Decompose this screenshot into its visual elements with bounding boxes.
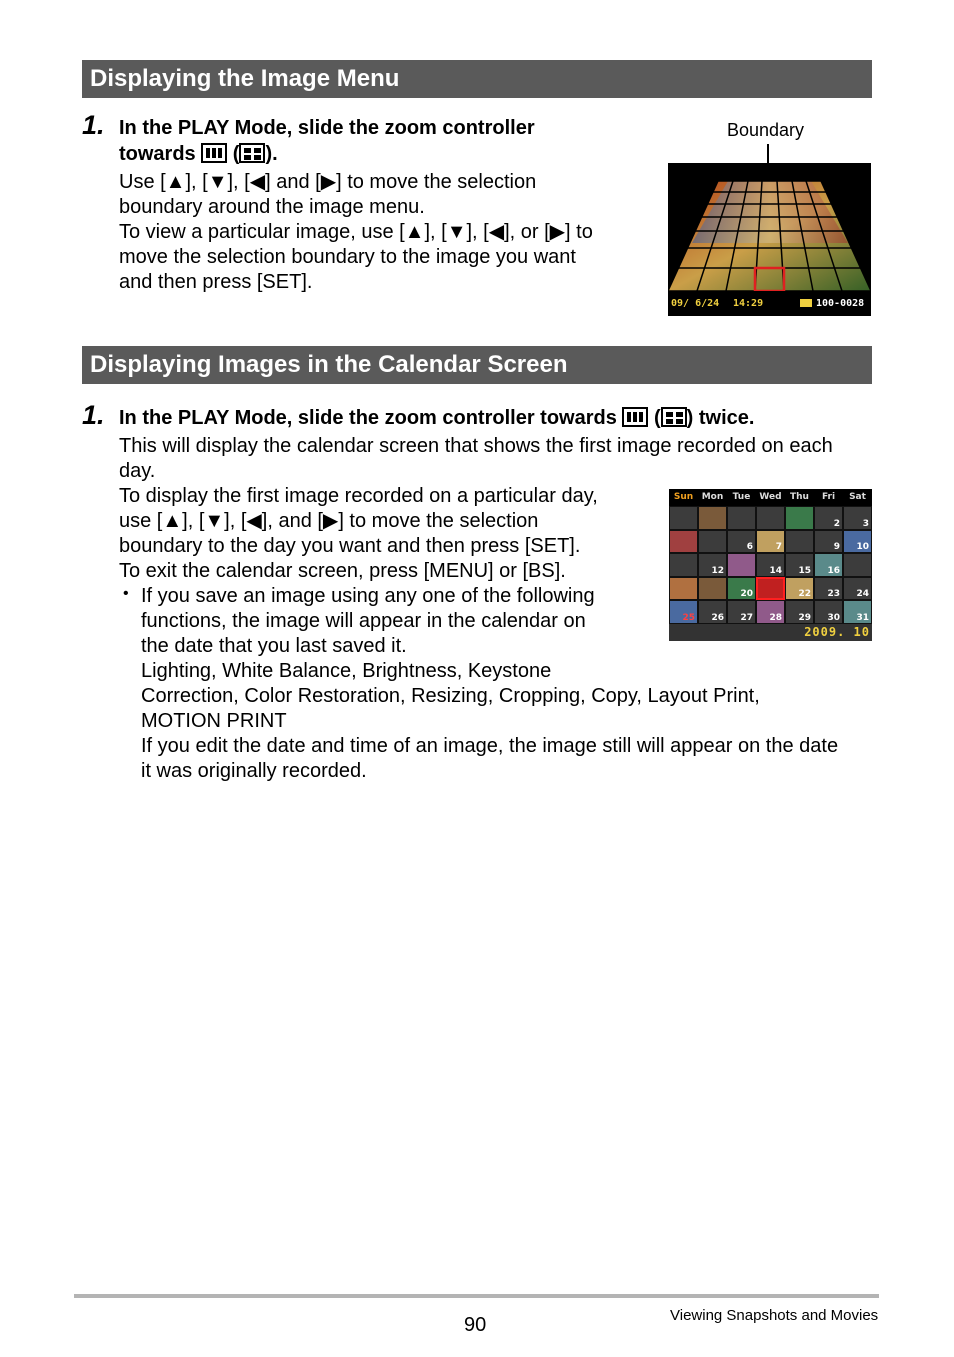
calendar-day-number: 31 [856,612,869,623]
calendar-day-number: 6 [746,542,753,553]
calendar-day-cell [814,553,843,577]
calendar-day-number: 16 [827,565,840,576]
calendar-day-number: 15 [798,565,811,576]
calendar-day-cell [669,600,698,624]
calendar-grid [669,506,872,624]
calendar-day-cell [785,600,814,624]
text-line: functions, the image will appear in the calendar on [141,610,586,632]
step-heading [119,115,535,167]
folder-icon [800,299,812,307]
calendar-day-cell [756,600,785,624]
calendar-day-cell [814,530,843,554]
footer-rule [74,1294,879,1298]
zoom-wide-icon [201,143,227,163]
step-number: 1. [82,110,105,140]
text-line: it was originally recorded. [141,760,367,782]
calendar-day-cell [814,577,843,601]
calendar-day-cell [785,506,814,530]
text-line: MOTION PRINT [141,710,287,732]
calendar-day-number: 24 [856,589,869,600]
calendar-day-cell [698,577,727,601]
calendar-day-cell [727,506,756,530]
text-line: If you edit the date and time of an image, the image still will appear on the date [141,735,839,757]
calendar-screen [669,489,872,641]
calendar-day-cell [785,577,814,601]
image-menu-perspective [668,163,871,316]
calendar-weekday: Wed [759,492,782,502]
calendar-day-cell [669,506,698,530]
text-line: the date that you last saved it. [141,635,407,657]
calendar-day-cell [669,530,698,554]
image-time: 14:29 [733,298,764,309]
calendar-day-cell [814,600,843,624]
step-heading-text: In the PLAY Mode, slide the zoom controller towards [119,407,617,429]
calendar-day-cell [698,506,727,530]
calendar-day-cell [669,577,698,601]
calendar-day-number: 27 [740,612,753,623]
calendar-weekday-row [669,489,872,506]
calendar-day-cell [727,600,756,624]
step-heading-text: ) twice. [686,407,755,429]
calendar-day-number: 29 [798,612,811,623]
instruction-paragraph [119,170,639,295]
step-heading-text: ). [265,143,278,165]
text-line: use [▲], [▼], [◀], and [▶] to move the selection [119,510,539,532]
calendar-day-number: 3 [862,518,869,529]
section-title-calendar: Displaying Images in the Calendar Screen [82,346,872,384]
calendar-weekday: Sat [849,492,866,502]
calendar-day-cell [756,530,785,554]
calendar-day-cell [698,553,727,577]
text-line: and then press [SET]. [119,271,313,293]
calendar-day-cell [843,506,872,530]
calendar-day-number: 30 [827,612,840,623]
text-line: move the selection boundary to the image you want [119,246,576,268]
page-number: 90 [464,1314,487,1336]
text-line: boundary around the image menu. [119,196,425,218]
text-line: Correction, Color Restoration, Resizing, Cropping, Copy, Layout Print, [141,685,760,707]
calendar-day-cell [669,553,698,577]
section-title-image-menu: Displaying the Image Menu [82,60,872,98]
calendar-day-cell [727,553,756,577]
calendar-weekday: Tue [732,492,751,502]
calendar-day-cell [843,600,872,624]
calendar-day-cell [843,577,872,601]
calendar-weekday: Thu [790,492,809,502]
calendar-day-number: 14 [769,565,782,576]
calendar-day-cell [727,530,756,554]
boundary-label: Boundary [727,120,805,140]
calendar-day-number: 2 [833,518,840,529]
calendar-day-number: 23 [827,589,840,600]
step-heading-line: towards ( ). [119,143,278,165]
calendar-day-number: 7 [775,542,782,553]
calendar-day-cell [843,553,872,577]
text-line: To display the first image recorded on a particular day, [119,485,598,507]
chapter-title: Viewing Snapshots and Movies [670,1307,879,1324]
calendar-day-cell [727,577,756,601]
calendar-weekday: Sun [673,492,694,502]
calendar-day-cell [785,553,814,577]
multi-image-icon [239,143,265,163]
calendar-day-cell [785,530,814,554]
text-line: Use [▲], [▼], [◀] and [▶] to move the selection [119,171,537,193]
calendar-day-number: 25 [682,612,695,623]
image-menu-screen [668,163,871,316]
calendar-day-number: 12 [711,565,724,576]
text-line: boundary to the day you want and then press [SET]. [119,535,581,557]
calendar-day-number: 22 [798,589,811,600]
calendar-weekday: Mon [701,492,724,502]
calendar-day-number: 26 [711,612,724,623]
calendar-day-cell [698,530,727,554]
calendar-day-number: 28 [769,612,782,623]
calendar-day-cell [814,506,843,530]
step-heading-line: In the PLAY Mode, slide the zoom controller [119,117,535,139]
step-heading-text: towards [119,143,196,165]
calendar-day-number: 9 [833,542,840,553]
calendar-day-number: 10 [856,542,869,553]
image-date: 09/ 6/24 [671,298,720,309]
text-line: This will display the calendar screen that shows the first image recorded on each [119,435,833,457]
step-number: 1. [82,400,105,430]
calendar-day-cell [698,600,727,624]
step-heading: In the PLAY Mode, slide the zoom controller towards ( ) twice. [119,407,755,429]
multi-image-icon [661,407,687,427]
text-line: If you save an image using any one of the following [141,585,595,607]
calendar-day-cell [756,553,785,577]
zoom-wide-icon [622,407,648,427]
text-line: To exit the calendar screen, press [MENU] or [BS]. [119,560,566,582]
text-line: day. [119,460,156,482]
calendar-month-label: 2009. 10 [804,625,870,639]
file-number: 100-0028 [816,298,865,309]
calendar-footer [669,624,872,641]
text-line: Lighting, White Balance, Brightness, Keystone [141,660,552,682]
calendar-day-cell [843,530,872,554]
calendar-day-cell [756,506,785,530]
calendar-day-number: 20 [740,589,753,600]
calendar-weekday: Fri [821,492,836,502]
calendar-day-cell [756,577,785,601]
bullet-mark: • [123,585,129,602]
text-line: To view a particular image, use [▲], [▼], [◀], or [▶] to [119,221,593,243]
